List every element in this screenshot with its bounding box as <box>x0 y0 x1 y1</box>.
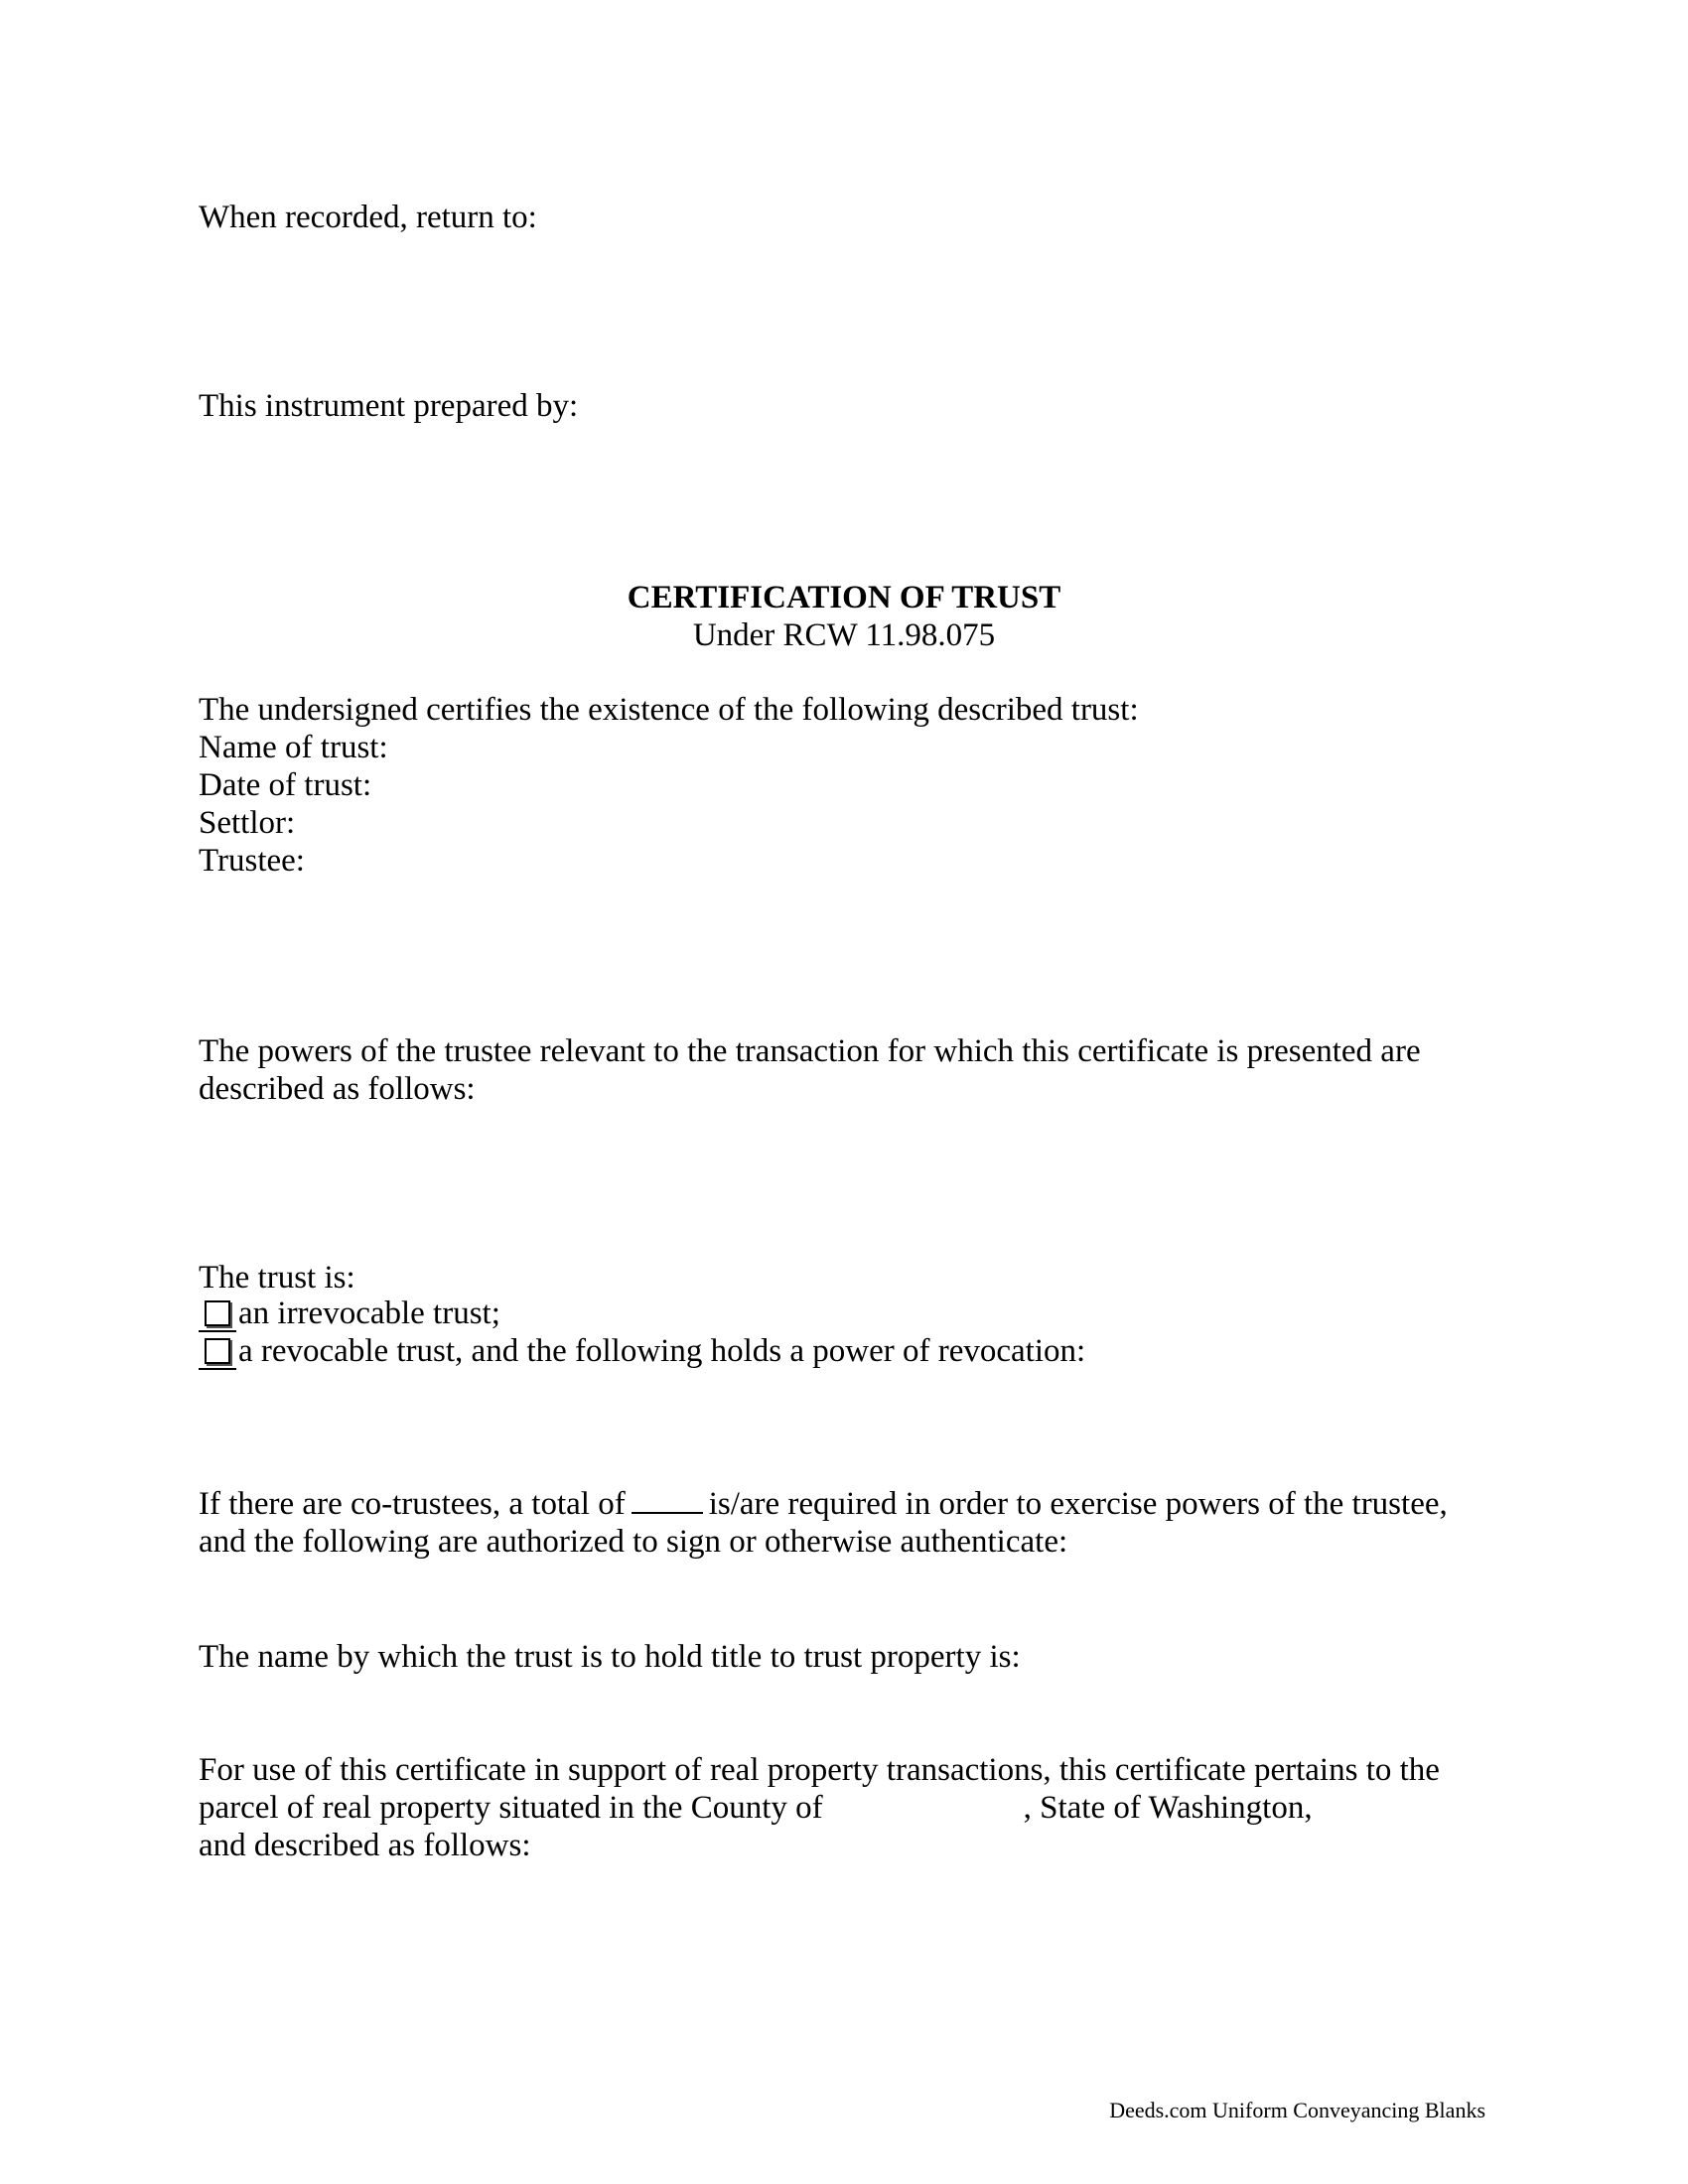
real-property-line-1: For use of this certificate in support of real property transactions, this certificate pertains to the <box>199 1752 1440 1788</box>
revocable-label: a revocable trust, and the following holds a power of revocation: <box>238 1333 1086 1369</box>
prepared-by-label: This instrument prepared by: <box>199 388 579 424</box>
revocable-checkbox[interactable] <box>199 1336 236 1370</box>
real-property-line-2 <box>199 1789 1313 1827</box>
co-trustees-text-before: If there are co-trustees, a total of <box>199 1486 626 1522</box>
trust-date-label: Date of trust: <box>199 767 372 803</box>
document-title: CERTIFICATION OF TRUST <box>627 580 1061 615</box>
county-text-before: parcel of real property situated in the County of <box>199 1790 823 1826</box>
co-trustees-count-blank[interactable] <box>632 1486 703 1514</box>
real-property-line-3: and described as follows: <box>199 1828 531 1863</box>
county-text-after: , State of Washington, <box>1023 1790 1313 1826</box>
trust-name-label: Name of trust: <box>199 730 388 765</box>
powers-line-2: described as follows: <box>199 1071 476 1107</box>
trust-type-intro: The trust is: <box>199 1260 355 1296</box>
trust-intro: The undersigned certifies the existence of the following described trust: <box>199 692 1139 728</box>
co-trustees-line-1 <box>199 1485 1448 1523</box>
document-subtitle: Under RCW 11.98.075 <box>692 617 996 653</box>
title-name-line: The name by which the trust is to hold title to trust property is: <box>199 1639 1021 1675</box>
revocable-option <box>199 1332 1085 1370</box>
settlor-label: Settlor: <box>199 805 296 841</box>
irrevocable-checkbox[interactable] <box>199 1298 236 1332</box>
trustee-label: Trustee: <box>199 843 305 879</box>
irrevocable-option <box>199 1295 500 1332</box>
powers-line-1: The powers of the trustee relevant to the transaction for which this certificate is presented are <box>199 1033 1421 1069</box>
irrevocable-label: an irrevocable trust; <box>238 1296 500 1331</box>
return-to-label: When recorded, return to: <box>199 200 537 235</box>
co-trustees-text-after: is/are required in order to exercise powers of the trustee, <box>708 1486 1448 1522</box>
footer-text: Deeds.com Uniform Conveyancing Blanks <box>1109 2098 1485 2122</box>
co-trustees-line-2: and the following are authorized to sign or otherwise authenticate: <box>199 1524 1068 1560</box>
